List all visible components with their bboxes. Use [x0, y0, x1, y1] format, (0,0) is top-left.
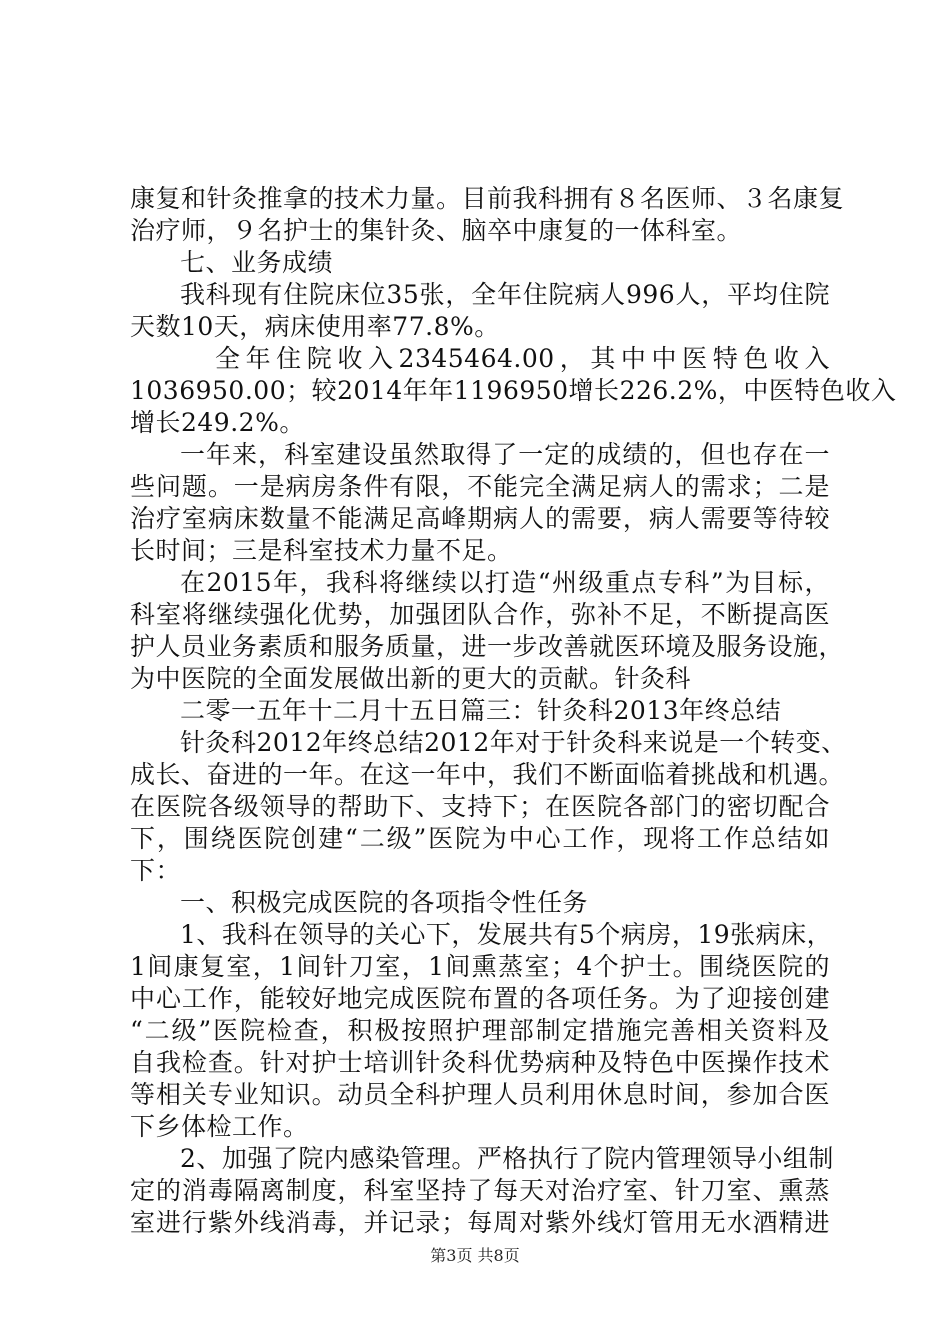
- text-line: 天数10天，病床使用率77.8%。: [130, 312, 500, 341]
- text-line: 二零一五年十二月十五日篇三：针灸科2013年终总结: [180, 696, 782, 725]
- text-line: 在2015年，我科将继续以打造“州级重点专科”为目标，: [180, 568, 830, 597]
- text-line: 护人员业务素质和服务质量，进一步改善就医环境及服务设施，: [130, 632, 845, 661]
- text-line: 成长、奋进的一年。在这一年中，我们不断面临着挑战和机遇。: [130, 760, 845, 789]
- text-line: 下，围绕医院创建“二级”医院为中心工作，现将工作总结如: [130, 824, 830, 853]
- text-line: 康复和针灸推拿的技术力量。目前我科拥有８名医师、３名康复: [130, 184, 845, 213]
- page-number: 第3页 共8页: [430, 1246, 520, 1265]
- text-line: 一年来，科室建设虽然取得了一定的成绩的，但也存在一: [180, 440, 830, 469]
- text-line: 全年住院收入2345464.00，其中中医特色收入: [215, 344, 830, 373]
- text-line: 治疗室病床数量不能满足高峰期病人的需要，病人需要等待较: [130, 504, 830, 533]
- text-line: 2、加强了院内感染管理。严格执行了院内管理领导小组制: [180, 1144, 834, 1173]
- section-heading: 一、积极完成医院的各项指令性任务: [180, 888, 589, 917]
- text-line: 治疗师，９名护士的集针灸、脑卒中康复的一体科室。: [130, 216, 743, 245]
- text-line: 为中医院的全面发展做出新的更大的贡献。针灸科: [130, 664, 692, 693]
- text-line: 科室将继续强化优势，加强团队合作，弥补不足，不断提高医: [130, 600, 830, 629]
- text-line: 定的消毒隔离制度，科室坚持了每天对治疗室、针刀室、熏蒸: [130, 1176, 830, 1205]
- text-line: 些问题。一是病房条件有限，不能完全满足病人的需求；二是: [130, 472, 830, 501]
- text-line: 等相关专业知识。动员全科护理人员利用休息时间，参加合医: [130, 1080, 830, 1109]
- text-line: 1间康复室，1间针刀室，1间熏蒸室；4个护士。围绕医院的: [130, 952, 830, 981]
- text-line: 室进行紫外线消毒，并记录；每周对紫外线灯管用无水酒精进: [130, 1208, 830, 1237]
- text-line: 下：: [130, 856, 182, 885]
- text-line: 自我检查。针对护士培训针灸科优势病种及特色中医操作技术: [130, 1048, 830, 1077]
- text-line: “二级”医院检查，积极按照护理部制定措施完善相关资料及: [130, 1016, 830, 1045]
- text-line: 我科现有住院床位35张，全年住院病人996人，平均住院: [180, 280, 830, 309]
- text-line: 在医院各级领导的帮助下、支持下；在医院各部门的密切配合: [130, 792, 830, 821]
- text-line: 针灸科2012年终总结2012年对于针灸科来说是一个转变、: [180, 728, 847, 757]
- text-line: 长时间；三是科室技术力量不足。: [130, 536, 513, 565]
- text-line: 中心工作，能较好地完成医院布置的各项任务。为了迎接创建: [130, 984, 830, 1013]
- text-line: 1036950.00；较2014年年1196950增长226.2%，中医特色收入: [130, 376, 897, 405]
- section-heading: 七、业务成绩: [180, 248, 334, 277]
- text-line: 增长249.2%。: [130, 408, 305, 437]
- text-line: 下乡体检工作。: [130, 1112, 309, 1141]
- text-line: 1、我科在领导的关心下，发展共有5个病房，19张病床，: [180, 920, 833, 949]
